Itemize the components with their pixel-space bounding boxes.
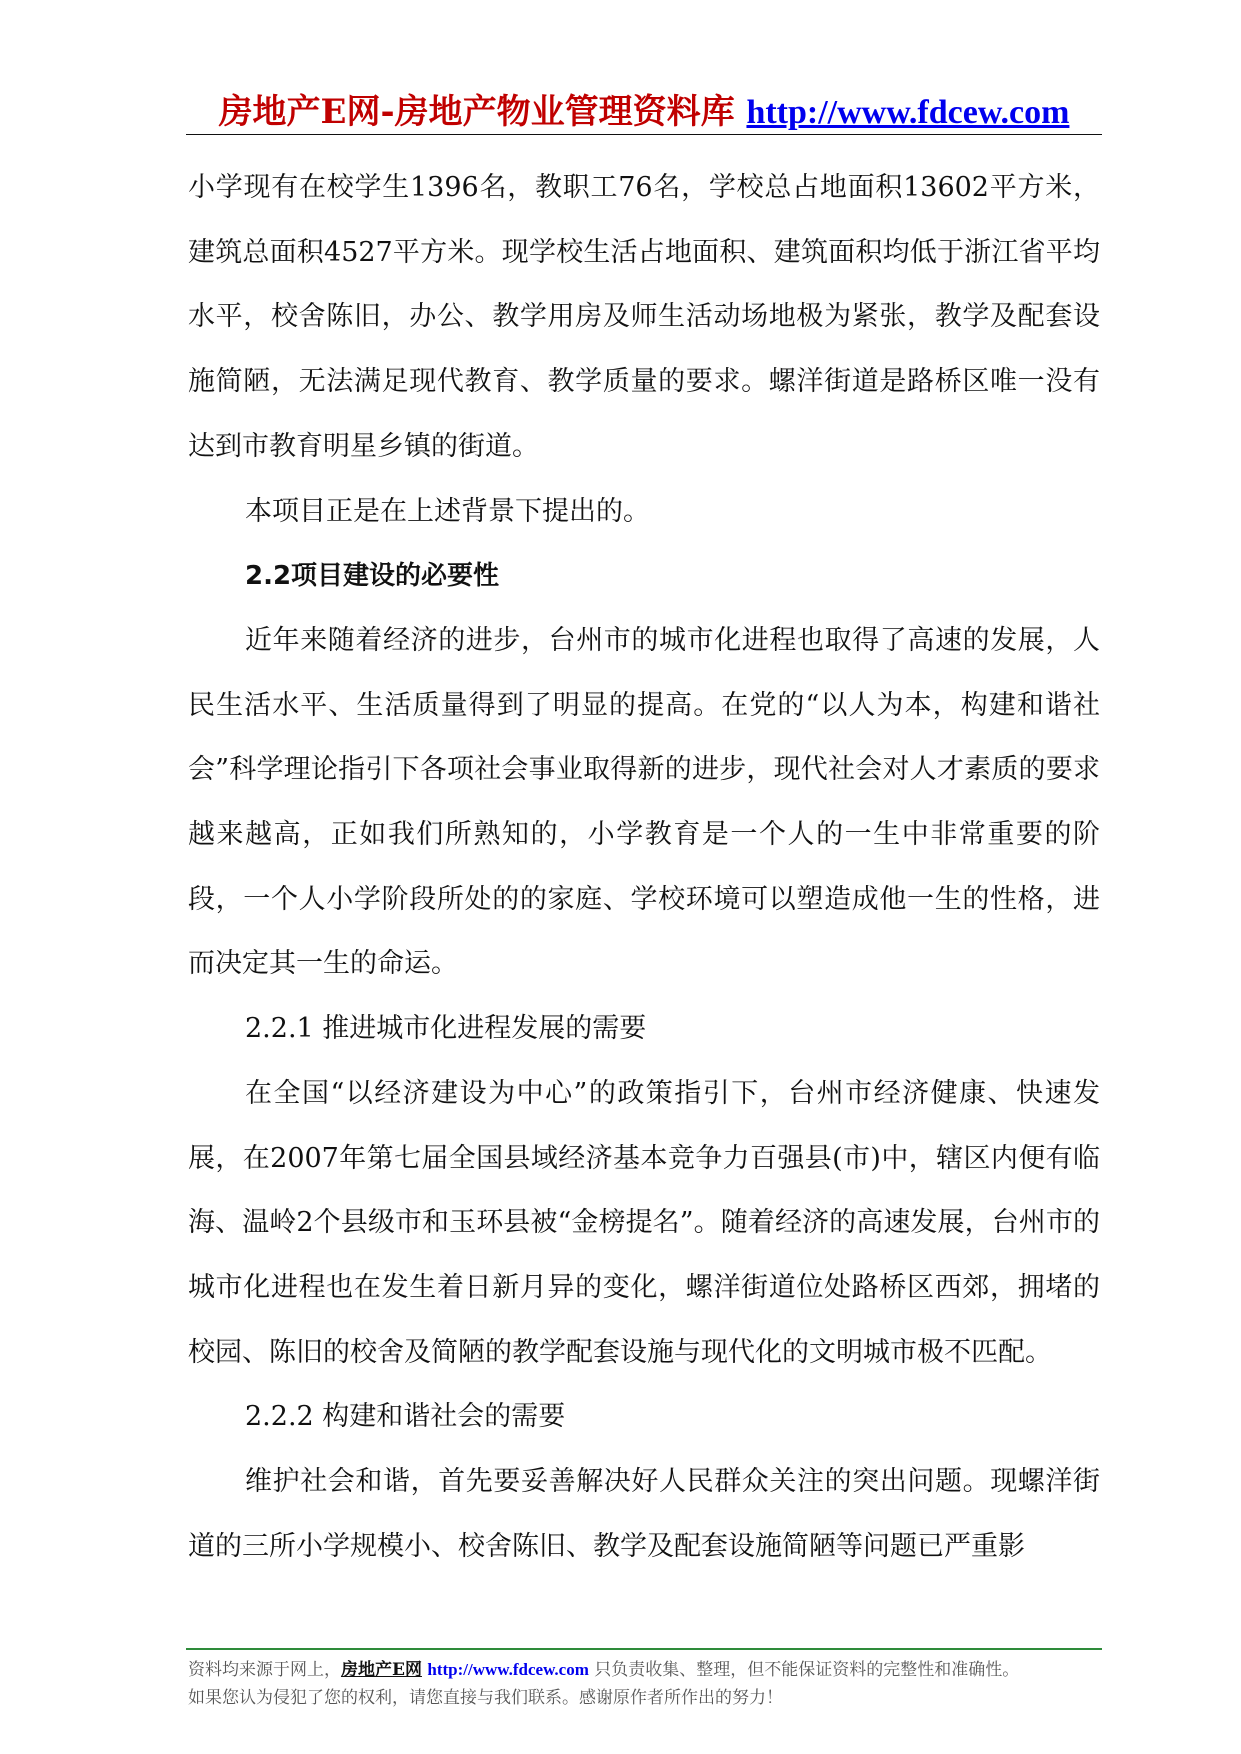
paragraph-necessity: 近年来随着经济的进步，台州市的城市化进程也取得了高速的发展，人民生活水平、生活质量得到了明显的提高。在党的“以人为本，构建和谐社会”科学理论指引下各项社会事业取得新的进步，现代社会对人才素质的要求越来越高，正如我们所熟知的，小学教育是一个人的一生中非常重要的阶段，一个人小学阶段所处的的家庭、学校环境可以塑造成他一生的性格，进而决定其一生的命运。 xyxy=(188,624,1100,980)
footer-line-2: 如果您认为侵犯了您的权利，请您直接与我们联系。感谢原作者所作出的努力！ xyxy=(188,1688,783,1708)
paragraph-urbanization: 在全国“以经济建设为中心”的政策指引下，台州市经济健康、快速发展，在2007年第七届全国县域经济基本竞争力百强县(市)中，辖区内便有临海、温岭2个县级市和玉环县被“金榜提名”。随着经济的高速发展，台州市的城市化进程也在发生着日新月异的变化，螺洋街道位处路桥区西郊，拥堵的校园、陈旧的校舍及简陋的教学配套设施与现代化的文明城市极不匹配。 xyxy=(188,1077,1100,1368)
header-brand: 房地产E网 xyxy=(218,92,381,132)
section-heading-2-2: 2.2项目建设的必要性 xyxy=(245,561,500,592)
header-separator: - xyxy=(380,92,395,132)
subsection-heading-2-2-1: 2.2.1 推进城市化进程发展的需要 xyxy=(245,1013,647,1045)
document-body xyxy=(188,156,1100,1579)
page-header xyxy=(186,88,1102,137)
paragraph-background: 本项目正是在上述背景下提出的。 xyxy=(245,495,650,527)
paragraph-continuation: 小学现有在校学生1396名，教职工76名，学校总占地面积13602平方米，建筑总面积4527平方米。现学校生活占地面积、建筑面积均低于浙江省平均水平，校舍陈旧，办公、教学用房及师生活动场地极为紧张，教学及配套设施简陋，无法满足现代教育、教学质量的要求。螺洋街道是路桥区唯一没有达到市教育明星乡镇的街道。 xyxy=(188,172,1100,462)
header-subtitle: 房地产物业管理资料库 xyxy=(394,92,735,132)
footer-prefix: 资料均来源于网上， xyxy=(188,1660,341,1680)
footer-divider xyxy=(186,1648,1102,1650)
footer-brand: 房地产E网 xyxy=(341,1660,422,1680)
paragraph-harmony: 维护社会和谐，首先要妥善解决好人民群众关注的突出问题。现螺洋街道的三所小学规模小、校舍陈旧、教学及配套设施简陋等问题已严重影 xyxy=(188,1466,1100,1562)
header-url-link[interactable]: http://www.fdcew.com xyxy=(746,94,1070,131)
footer-url[interactable]: http://www.fdcew.com xyxy=(427,1660,589,1679)
footer-line-1 xyxy=(188,1656,1100,1684)
subsection-heading-2-2-2: 2.2.2 构建和谐社会的需要 xyxy=(245,1401,566,1433)
footer-suffix: 只负责收集、整理，但不能保证资料的完整性和准确性。 xyxy=(594,1660,1020,1680)
page-footer xyxy=(188,1656,1100,1712)
header-divider xyxy=(186,134,1102,135)
